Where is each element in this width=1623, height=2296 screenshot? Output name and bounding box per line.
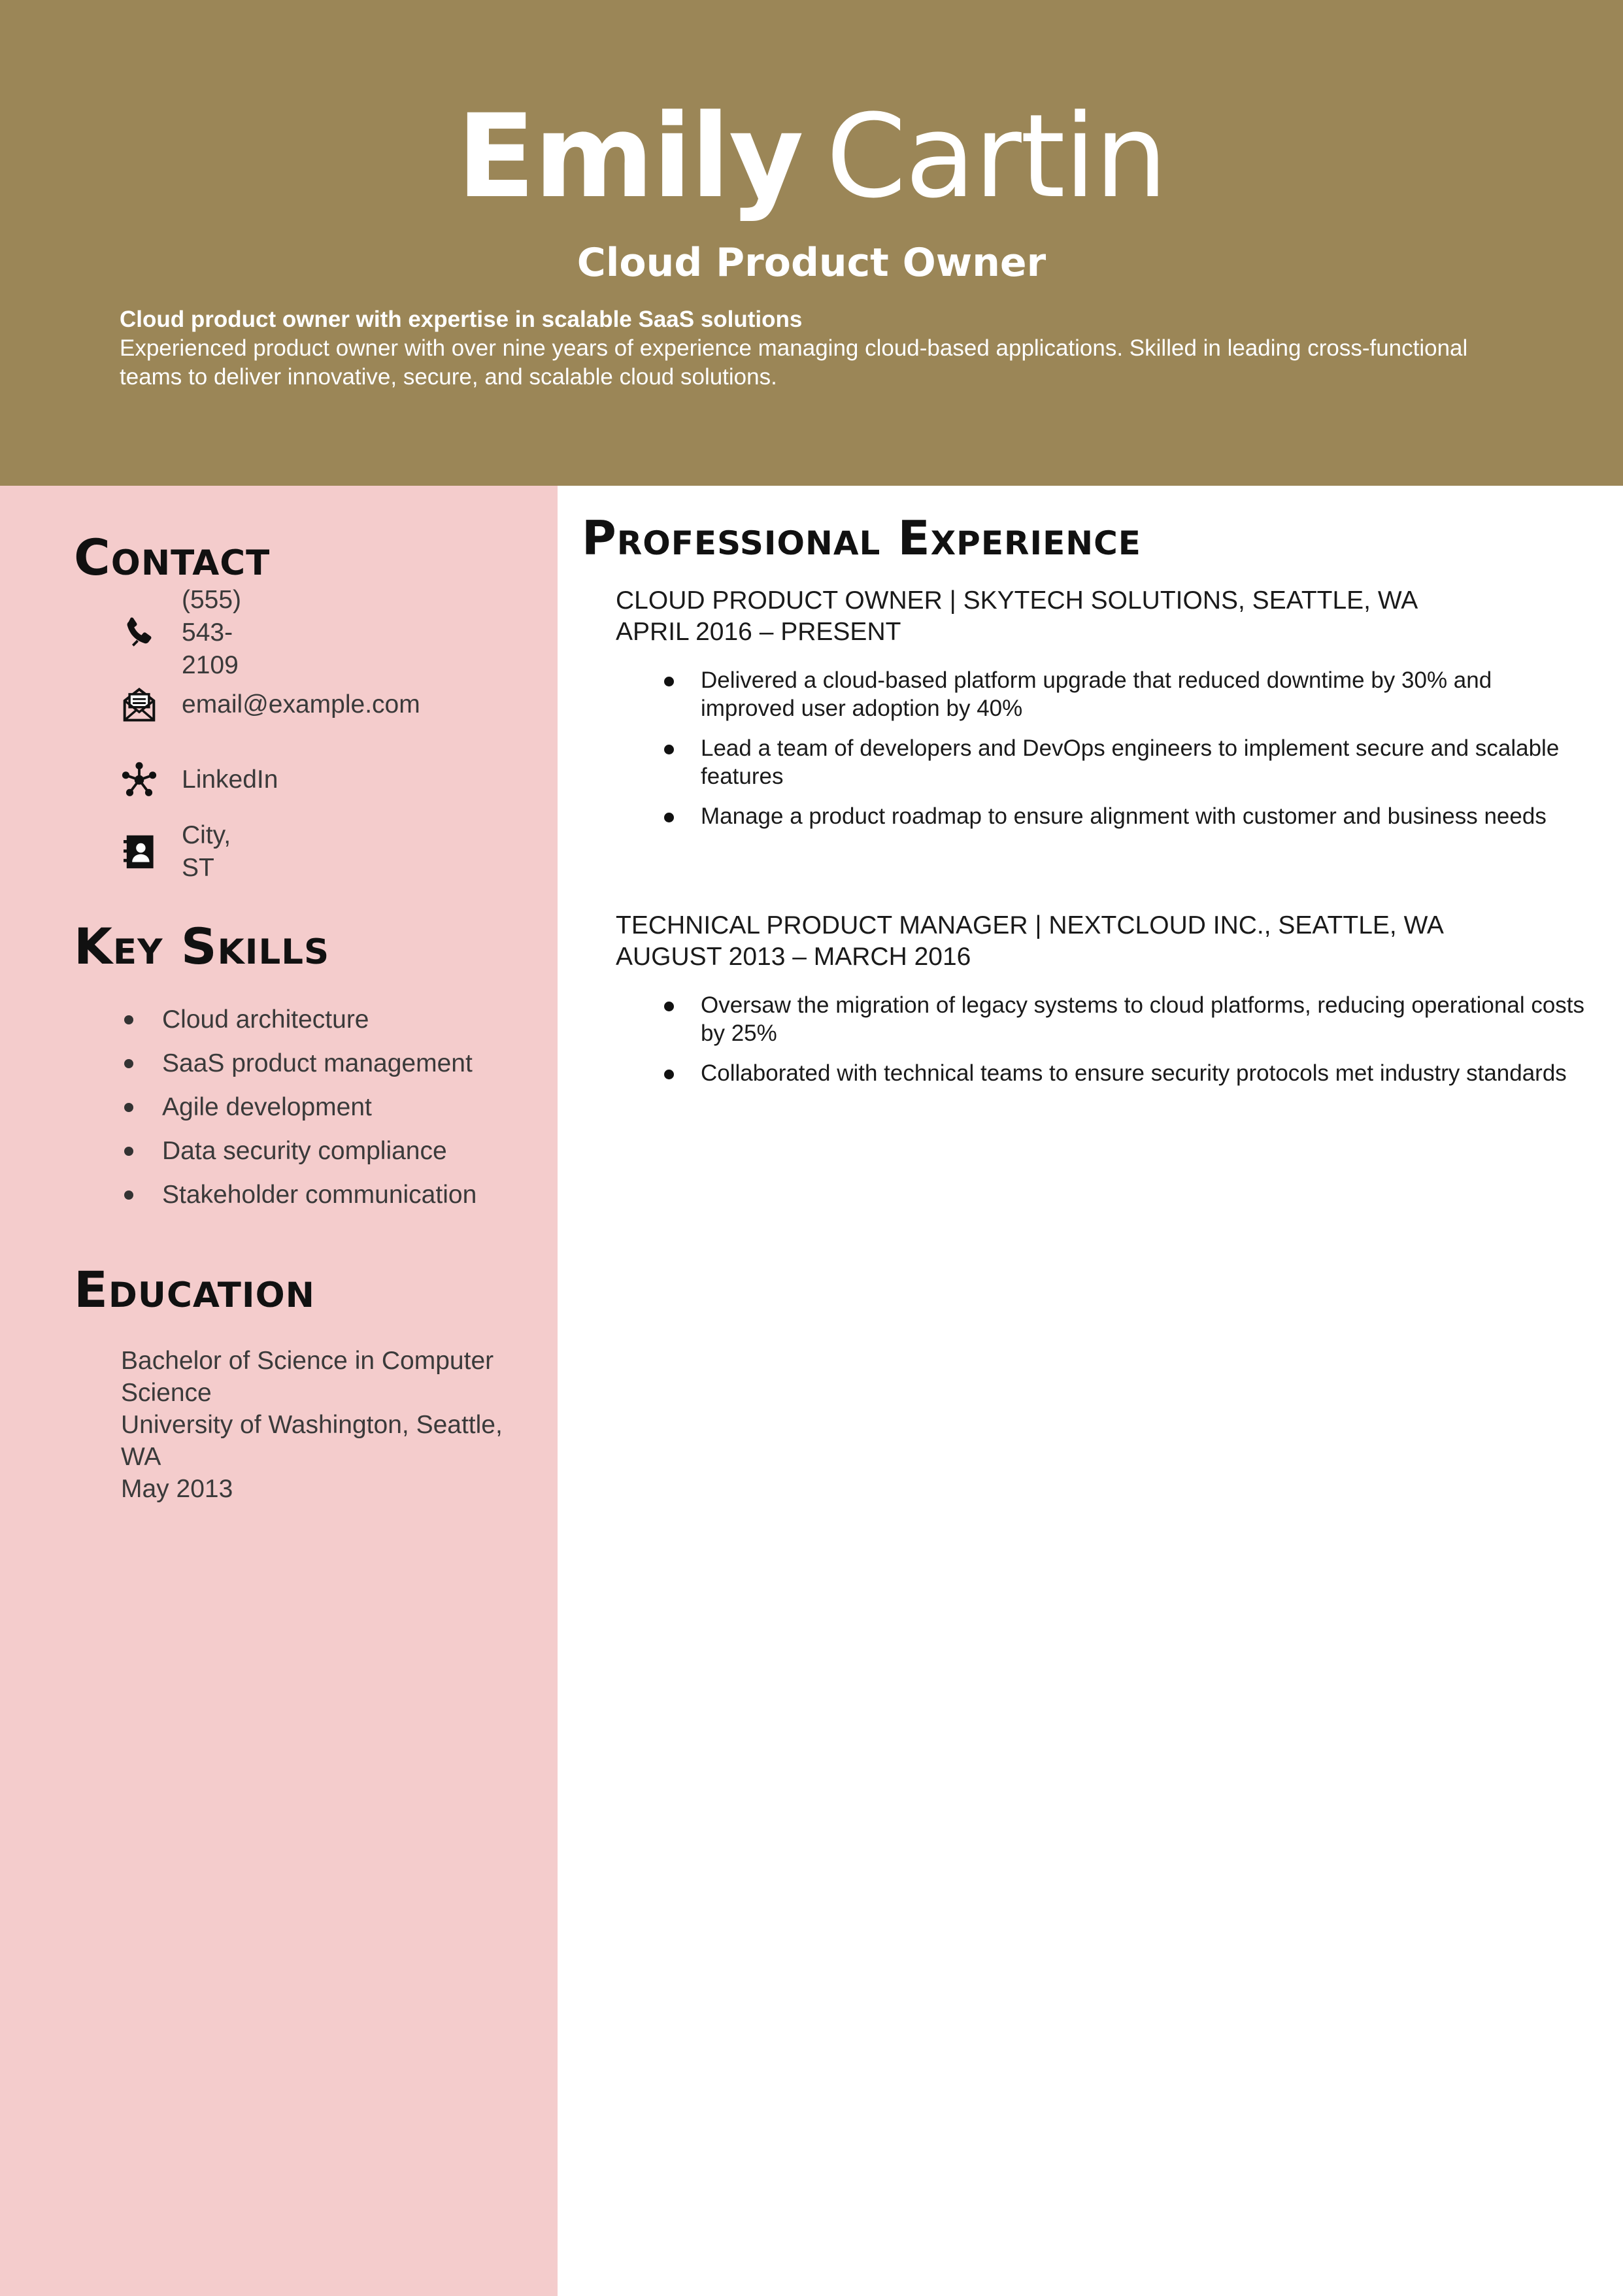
job-bullets	[616, 991, 1590, 1087]
network-icon	[120, 760, 159, 800]
contact-location	[120, 821, 231, 882]
job-bullet: Manage a product roadmap to ensure alignment with customer and business needs	[616, 802, 1590, 830]
job-entry	[616, 585, 1590, 842]
contact-phone	[120, 586, 242, 679]
skill-item: Agile development	[120, 1088, 477, 1132]
linkedin-text[interactable]: LinkedIn	[182, 766, 278, 794]
last-name: Cartin	[826, 90, 1167, 224]
summary	[120, 305, 1512, 392]
education-heading: Education	[74, 1260, 316, 1319]
job-bullet: Lead a team of developers and DevOps engineers to implement secure and scalable features	[616, 734, 1590, 790]
skill-item: SaaS product management	[120, 1044, 477, 1088]
job-role-line: TECHNICAL PRODUCT MANAGER | NEXTCLOUD INC., SEATTLE, WA	[616, 911, 1444, 939]
skills-list	[120, 1000, 477, 1219]
job-bullet: Delivered a cloud-based platform upgrade that reduced downtime by 30% and improved user adoption by 40%	[616, 666, 1590, 722]
resume-header	[0, 0, 1623, 486]
job-dates: APRIL 2016 – PRESENT	[616, 618, 901, 646]
skill-item: Stakeholder communication	[120, 1175, 477, 1219]
job-bullet: Collaborated with technical teams to ensure security protocols met industry standards	[616, 1059, 1590, 1087]
email-text[interactable]: email@example.com	[182, 690, 420, 718]
phone-text[interactable]: (555) 543-2109	[182, 586, 242, 679]
job-entry	[616, 910, 1590, 1099]
contact-linkedin	[120, 757, 278, 803]
job-title: Cloud Product Owner	[577, 240, 1046, 286]
education-degree: Bachelor of Science in Computer Science	[121, 1347, 494, 1407]
skill-item: Data security compliance	[120, 1132, 477, 1175]
job-bullet: Oversaw the migration of legacy systems to cloud platforms, reducing operational costs by 25%	[616, 991, 1590, 1047]
phone-icon	[120, 613, 159, 652]
summary-headline: Cloud product owner with expertise in scalable SaaS solutions	[120, 307, 803, 332]
contact-email	[120, 682, 420, 728]
location-text: City, ST	[182, 821, 231, 882]
skill-item: Cloud architecture	[120, 1000, 477, 1044]
candidate-name	[0, 92, 1623, 222]
education-date: May 2013	[121, 1475, 233, 1503]
job-bullets	[616, 666, 1590, 830]
education-school: University of Washington, Seattle, WA	[121, 1411, 503, 1471]
email-icon	[120, 685, 159, 724]
experience-heading: Professional Experience	[582, 511, 1141, 566]
job-dates: AUGUST 2013 – MARCH 2016	[616, 943, 971, 971]
skills-heading: Key Skills	[74, 917, 330, 975]
job-role-line: CLOUD PRODUCT OWNER | SKYTECH SOLUTIONS, SEATTLE, WA	[616, 586, 1418, 615]
contact-heading: Contact	[74, 528, 271, 586]
address-book-icon	[120, 832, 159, 871]
education-block	[121, 1345, 539, 1505]
summary-text: Experienced product owner with over nine years of experience managing cloud-based applications. Skilled in leading cross-functional teams to deliver innovative, secure, and scalable cloud solutions.	[120, 335, 1468, 390]
first-name: Emily	[456, 90, 803, 224]
